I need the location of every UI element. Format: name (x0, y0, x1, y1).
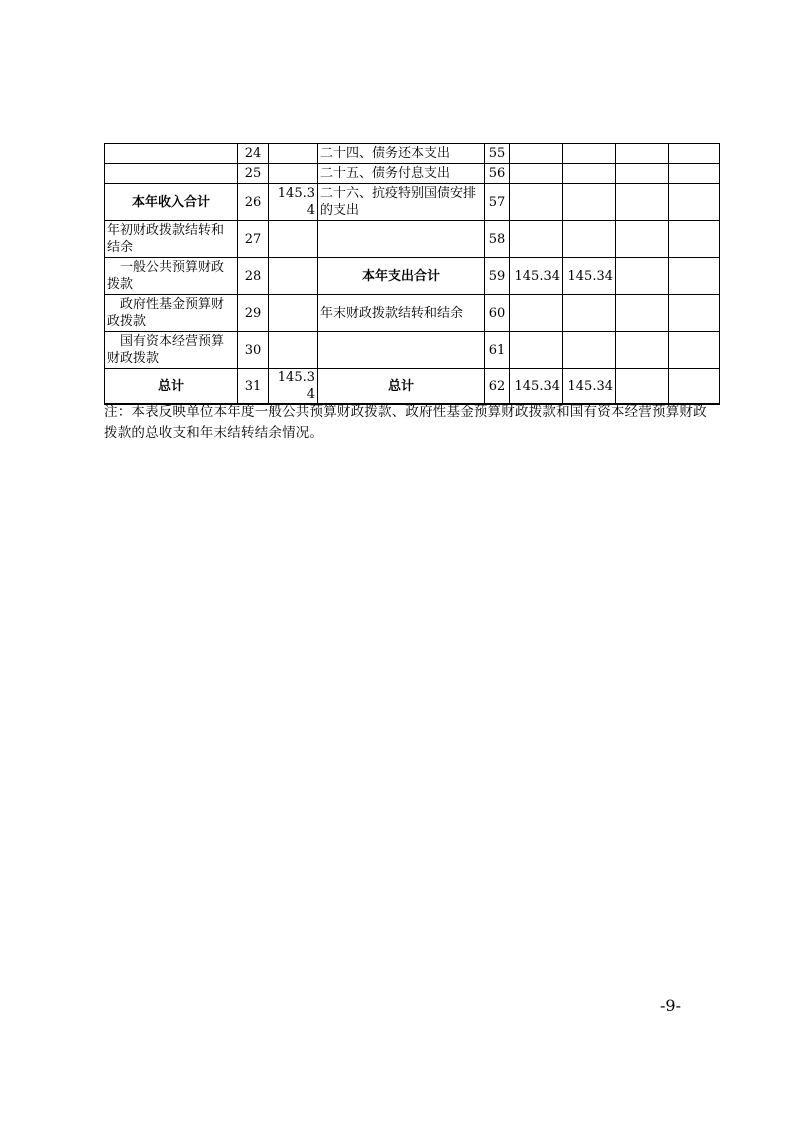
expense-general-budget (563, 164, 616, 184)
expense-item (318, 332, 485, 369)
income-line-no: 27 (238, 221, 269, 258)
income-item: 年初财政拨款结转和结余 (105, 221, 238, 258)
income-amount (269, 144, 318, 164)
income-item: 国有资本经营预算财政拨款 (105, 332, 238, 369)
financial-table (104, 143, 720, 405)
expense-line-no: 58 (485, 221, 510, 258)
expense-general-budget (563, 184, 616, 221)
expense-line-no: 62 (485, 369, 510, 405)
income-amount (269, 295, 318, 332)
expense-item: 总计 (318, 369, 485, 405)
expense-total (510, 295, 563, 332)
expense-general-budget: 145.34 (563, 369, 616, 405)
table-row (105, 184, 720, 221)
income-amount: 145.34 (269, 369, 318, 405)
table-footnote: 注：本表反映单位本年度一般公共预算财政拨款、政府性基金预算财政拨款和国有资本经营预算财政拨款的总收支和年末结转结余情况。 (104, 404, 707, 441)
expense-item: 年末财政拨款结转和结余 (318, 295, 485, 332)
expense-total (510, 144, 563, 164)
expense-line-no: 59 (485, 258, 510, 295)
expense-line-no: 60 (485, 295, 510, 332)
expense-fund-budget (616, 369, 669, 405)
expense-total: 145.34 (510, 258, 563, 295)
income-item: 本年收入合计 (105, 184, 238, 221)
expense-general-budget (563, 221, 616, 258)
expense-capital-budget (669, 184, 720, 221)
table-row (105, 332, 720, 369)
expense-fund-budget (616, 221, 669, 258)
expense-general-budget (563, 295, 616, 332)
table-row (105, 221, 720, 258)
table-row (105, 144, 720, 164)
expense-capital-budget (669, 144, 720, 164)
expense-capital-budget (669, 221, 720, 258)
expense-item (318, 221, 485, 258)
expense-general-budget: 145.34 (563, 258, 616, 295)
expense-line-no: 61 (485, 332, 510, 369)
expense-item: 二十六、抗疫特别国债安排的支出 (318, 184, 485, 221)
expense-fund-budget (616, 144, 669, 164)
expense-fund-budget (616, 332, 669, 369)
income-amount (269, 164, 318, 184)
page-number: -9- (660, 996, 681, 1015)
expense-fund-budget (616, 184, 669, 221)
income-amount (269, 332, 318, 369)
expense-capital-budget (669, 369, 720, 405)
expense-total (510, 221, 563, 258)
expense-total: 145.34 (510, 369, 563, 405)
expense-capital-budget (669, 295, 720, 332)
expense-fund-budget (616, 258, 669, 295)
income-item (105, 164, 238, 184)
expense-capital-budget (669, 164, 720, 184)
income-line-no: 29 (238, 295, 269, 332)
expense-item: 二十四、债务还本支出 (318, 144, 485, 164)
expense-general-budget (563, 332, 616, 369)
expense-line-no: 55 (485, 144, 510, 164)
income-item (105, 144, 238, 164)
income-line-no: 31 (238, 369, 269, 405)
table-row-total (105, 369, 720, 405)
expense-capital-budget (669, 332, 720, 369)
income-line-no: 26 (238, 184, 269, 221)
income-item: 政府性基金预算财政拨款 (105, 295, 238, 332)
income-item: 总计 (105, 369, 238, 405)
income-line-no: 30 (238, 332, 269, 369)
income-line-no: 28 (238, 258, 269, 295)
table-row (105, 295, 720, 332)
expense-total (510, 332, 563, 369)
expense-fund-budget (616, 295, 669, 332)
expense-capital-budget (669, 258, 720, 295)
expense-item: 二十五、债务付息支出 (318, 164, 485, 184)
expense-total (510, 184, 563, 221)
income-item: 一般公共预算财政拨款 (105, 258, 238, 295)
expense-line-no: 57 (485, 184, 510, 221)
expense-total (510, 164, 563, 184)
expense-fund-budget (616, 164, 669, 184)
income-line-no: 25 (238, 164, 269, 184)
expense-general-budget (563, 144, 616, 164)
income-amount (269, 221, 318, 258)
expense-line-no: 56 (485, 164, 510, 184)
income-amount: 145.34 (269, 184, 318, 221)
income-line-no: 24 (238, 144, 269, 164)
expense-item: 本年支出合计 (318, 258, 485, 295)
table-row (105, 258, 720, 295)
income-amount (269, 258, 318, 295)
table-row (105, 164, 720, 184)
